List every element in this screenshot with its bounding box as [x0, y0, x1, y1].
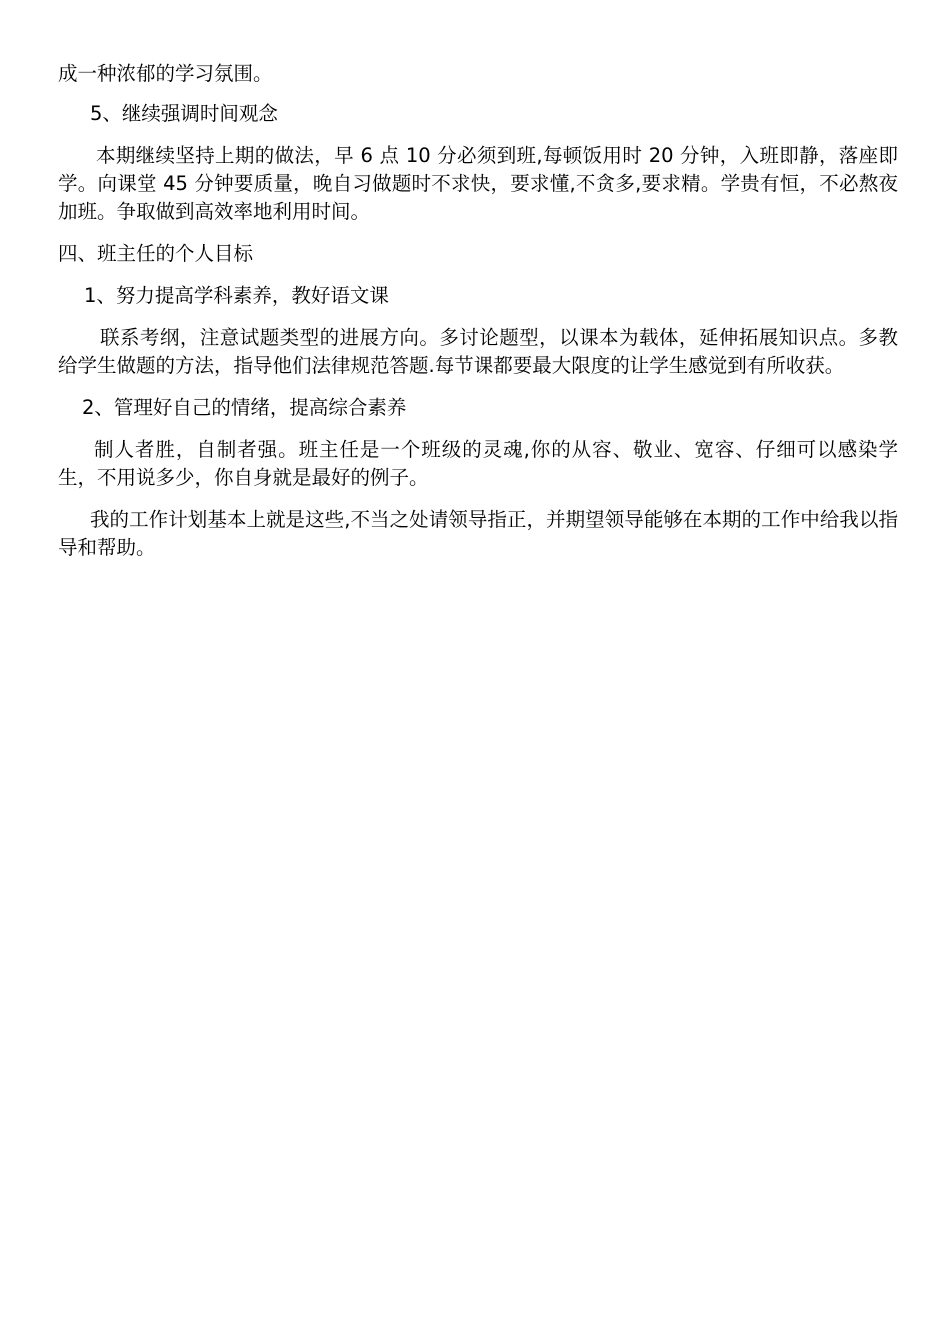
goal2-heading: 2、管理好自己的情绪，提高综合素养	[82, 396, 407, 419]
item5-paragraph: 本期继续坚持上期的做法，早 6 点 10 分必须到班,每顿饭用时 20 分钟，入班即静，落座即学。向课堂 45 分钟要质量，晚自习做题时不求快，要求懂,不贪多,要求精。学贵有恒，不必熬夜加班。争取做到高效率地利用时间。	[58, 144, 898, 223]
section4-heading: 四、班主任的个人目标	[58, 242, 254, 265]
closing-paragraph: 我的工作计划基本上就是这些,不当之处请领导指正，并期望领导能够在本期的工作中给我以指导和帮助。	[58, 508, 898, 559]
goal2-paragraph: 制人者胜，自制者强。班主任是一个班级的灵魂,你的从容、敬业、宽容、仔细可以感染学生，不用说多少，你自身就是最好的例子。	[58, 438, 898, 489]
goal1-paragraph: 联系考纲，注意试题类型的进展方向。多讨论题型，以课本为载体，延伸拓展知识点。多教给学生做题的方法，指导他们法律规范答题.每节课都要最大限度的让学生感觉到有所收获。	[58, 326, 898, 377]
continuation-text: 成一种浓郁的学习氛围。	[58, 62, 273, 85]
goal1-heading: 1、努力提高学科素养，教好语文课	[84, 284, 389, 307]
item5-heading: 5、继续强调时间观念	[90, 102, 278, 125]
document-body	[58, 60, 898, 562]
